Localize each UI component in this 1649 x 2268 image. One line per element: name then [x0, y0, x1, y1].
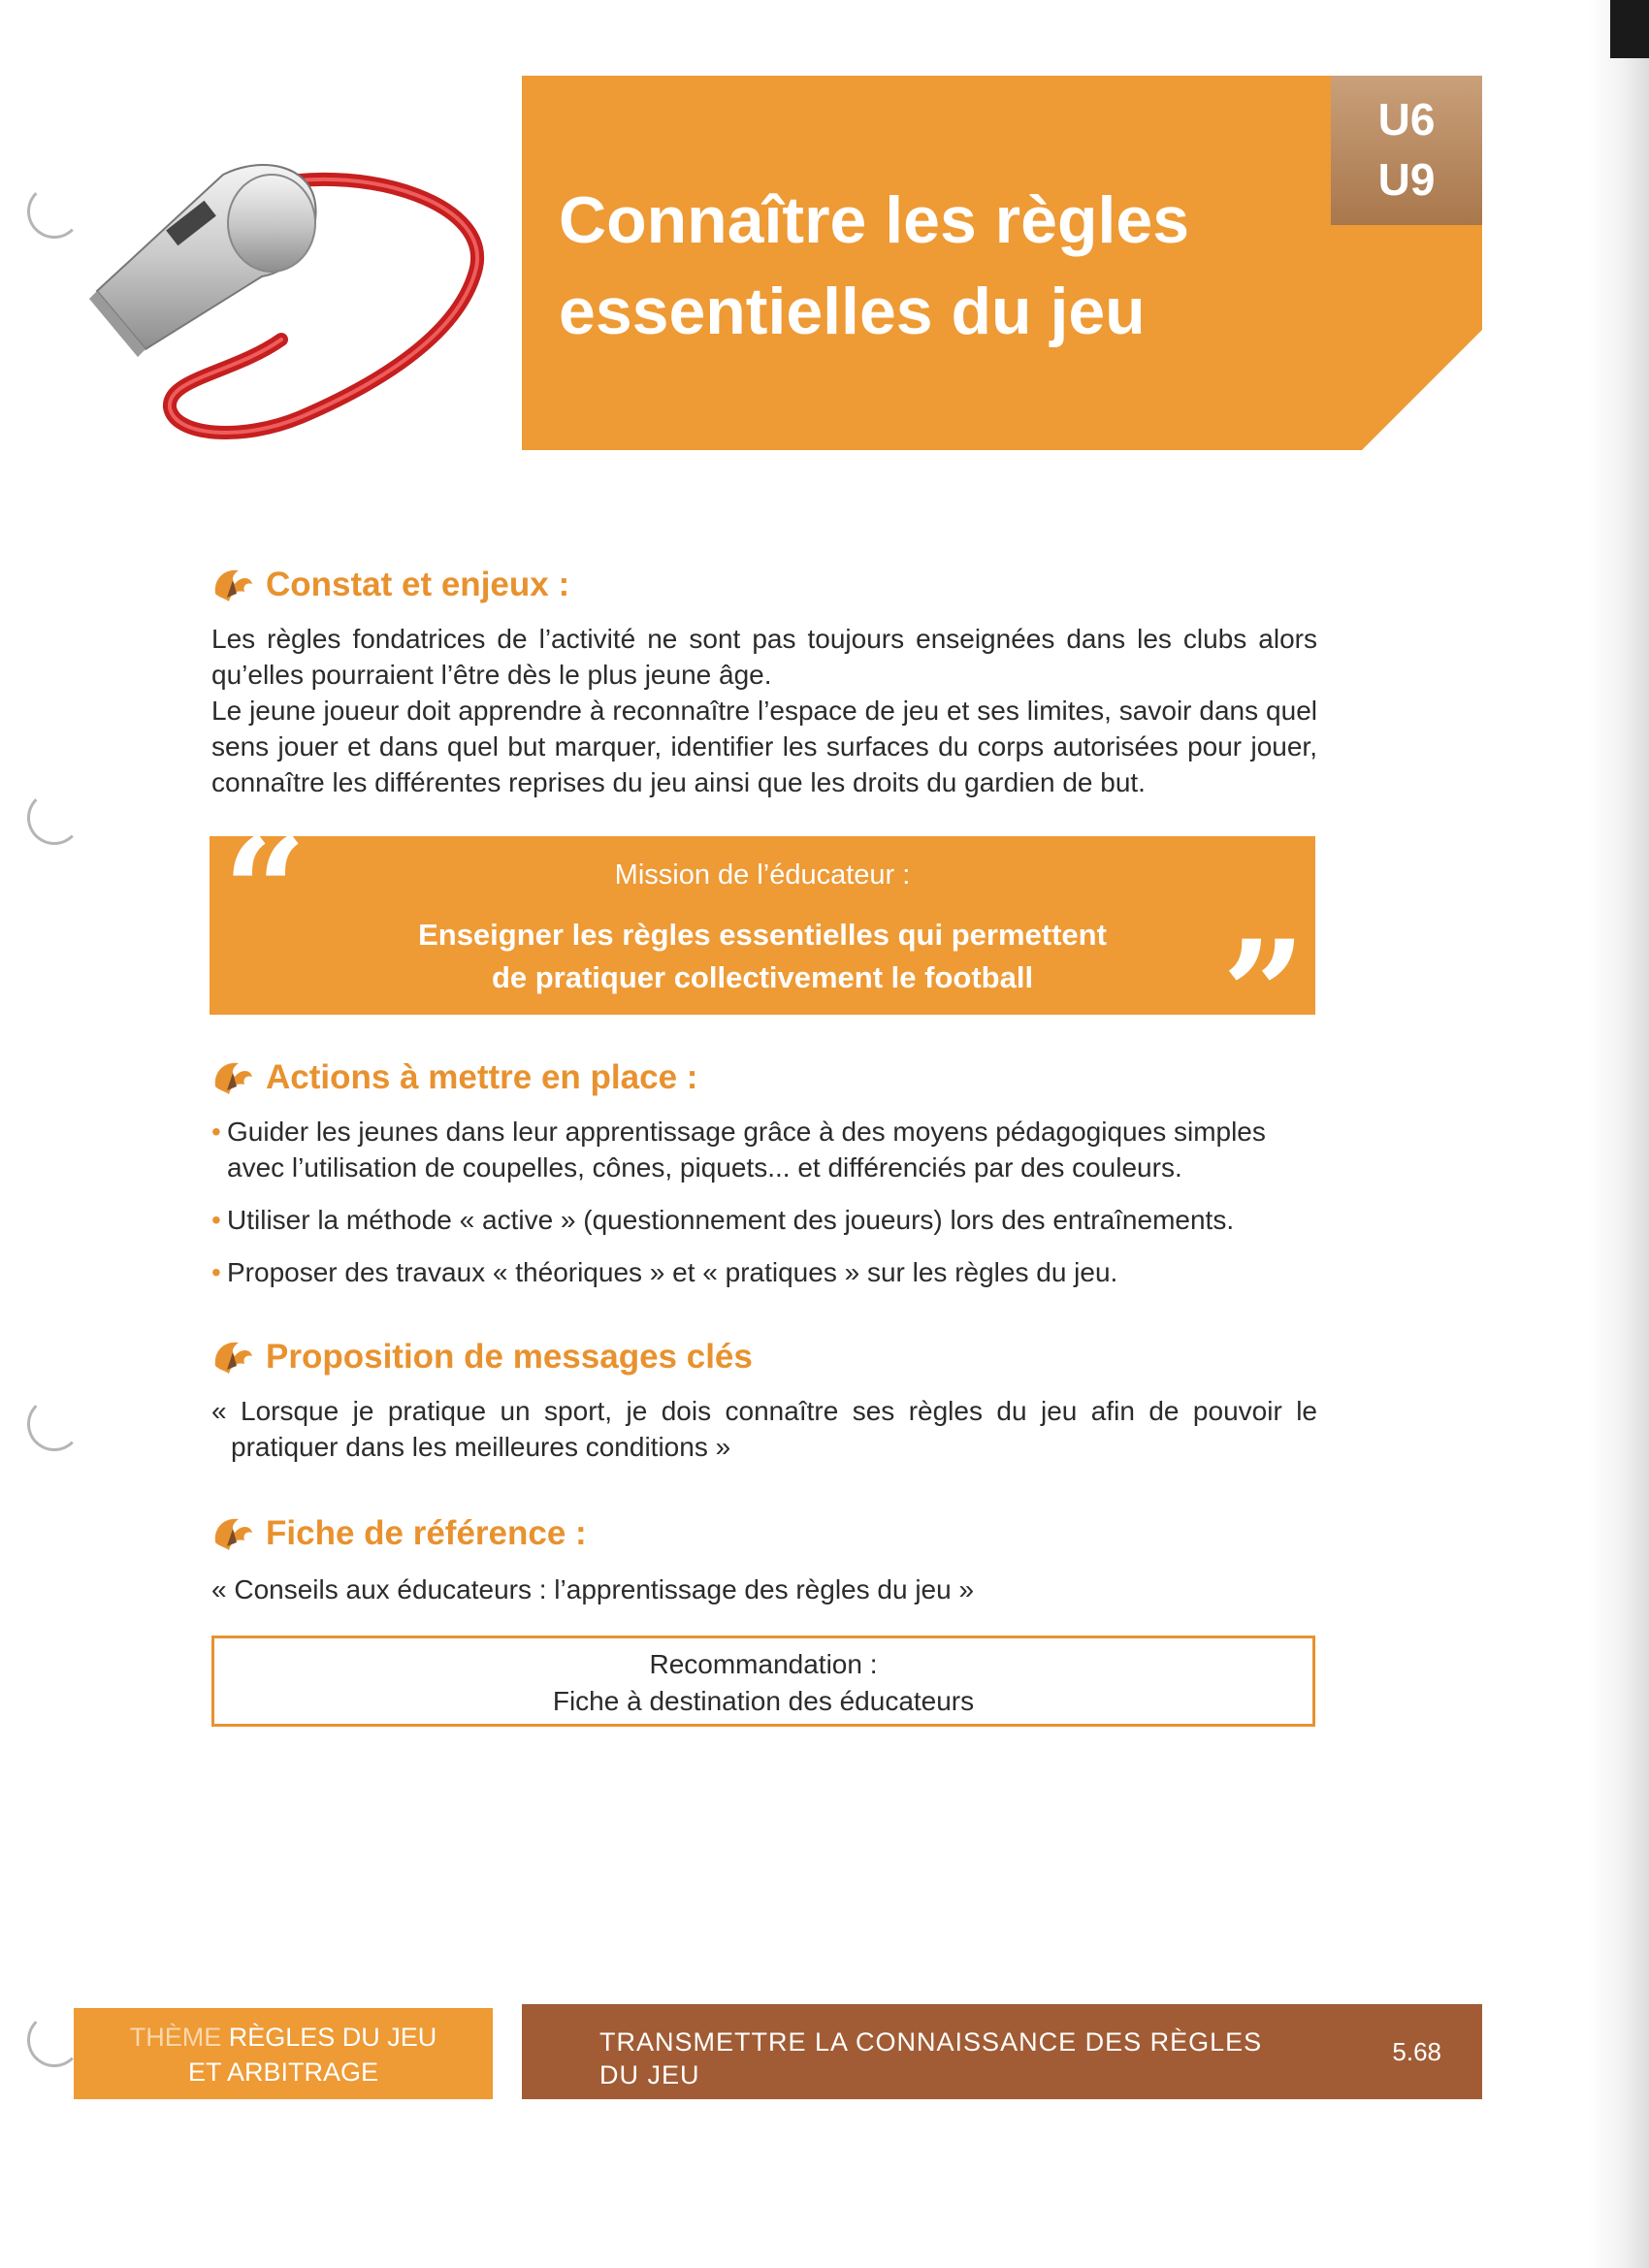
- scan-edge: [1589, 0, 1649, 2268]
- footer-theme-line-2: ET ARBITRAGE: [187, 2057, 379, 2087]
- bullet-icon: •: [211, 1205, 221, 1235]
- punch-hole: [27, 184, 81, 239]
- heading-text: Actions à mettre en place :: [266, 1058, 698, 1096]
- section-heading-constat: [211, 565, 569, 605]
- heading-text: Constat et enjeux :: [266, 566, 570, 603]
- footer-theme: [74, 2008, 493, 2099]
- age-bottom: U9: [1377, 154, 1436, 205]
- age-badge: [1331, 76, 1482, 225]
- open-quote-icon: “: [223, 806, 307, 977]
- section-heading-messages: [211, 1337, 753, 1377]
- list-item-text: Guider les jeunes dans leur apprentissage grâce à des moyens pédagogiques simples avec l’utilisation de coupelles, cônes, piquets... et différenciés par des couleurs.: [227, 1117, 1266, 1183]
- rooster-icon: [211, 1513, 256, 1554]
- actions-list: [211, 1114, 1327, 1307]
- list-item: [211, 1254, 1327, 1290]
- page-title: [559, 175, 1296, 357]
- scan-corner: [1610, 0, 1649, 58]
- footer-banner: [522, 2004, 1482, 2099]
- bullet-icon: •: [211, 1117, 221, 1147]
- footer-theme-line-1: [74, 2020, 493, 2055]
- key-message: [211, 1393, 1317, 1465]
- punch-hole: [27, 1397, 81, 1451]
- list-item: [211, 1202, 1327, 1238]
- mission-label: Mission de l’éducateur :: [614, 859, 911, 891]
- mission-statement: [210, 914, 1315, 999]
- recommendation-label: Recommandation :: [649, 1649, 878, 1679]
- list-item-text: Proposer des travaux « théoriques » et « pratiques » sur les règles du jeu.: [227, 1257, 1118, 1287]
- section-heading-actions: [211, 1057, 697, 1098]
- close-quote-icon: ”: [1221, 909, 1306, 1080]
- mission-line-2: de pratiquer collectivement le football: [491, 960, 1034, 994]
- title-line-1: Connaître les règles: [559, 183, 1190, 257]
- key-message-text: « Lorsque je pratique un sport, je dois connaître ses règles du jeu afin de pouvoir le pratiquer dans les meilleures conditions »: [211, 1396, 1317, 1462]
- theme-prefix: THÈME: [129, 2023, 229, 2052]
- rooster-icon: [211, 1337, 256, 1377]
- recommendation-target: Fiche à destination des éducateurs: [552, 1686, 975, 1716]
- page-number: 5.68: [1392, 2037, 1441, 2066]
- heading-text: Proposition de messages clés: [266, 1338, 753, 1376]
- age-top: U6: [1377, 94, 1436, 145]
- mission-line-1: Enseigner les règles essentielles qui permettent: [418, 918, 1107, 952]
- footer-banner-text: TRANSMETTRE LA CONNAISSANCE DES RÈGLES DU JEU: [599, 2027, 1263, 2090]
- theme-name: RÈGLES DU JEU: [228, 2023, 437, 2052]
- recommendation-box: [211, 1636, 1315, 1727]
- whistle-icon: [78, 146, 495, 456]
- list-item-text: Utiliser la méthode « active » (questionnement des joueurs) lors des entraînements.: [227, 1205, 1235, 1235]
- constat-paragraph-2: Le jeune joueur doit apprendre à reconnaître l’espace de jeu et ses limites, savoir dans quel sens jouer et dans quel but marquer, identifier les surfaces du corps autorisées pour jouer, connaître les différentes reprises du jeu ainsi que les droits du gardien de but.: [211, 696, 1317, 797]
- constat-paragraph-1: Les règles fondatrices de l’activité ne sont pas toujours enseignées dans les clubs alors qu’elles pourraient l’être dès le plus jeune âge.: [211, 624, 1317, 690]
- heading-text: Fiche de référence :: [266, 1514, 587, 1552]
- list-item: [211, 1114, 1327, 1185]
- bullet-icon: •: [211, 1257, 221, 1287]
- constat-body: [211, 621, 1317, 800]
- rooster-icon: [211, 1057, 256, 1098]
- section-heading-reference: [211, 1513, 587, 1554]
- reference-text: « Conseils aux éducateurs : l’apprentissage des règles du jeu »: [211, 1574, 975, 1604]
- title-line-2: essentielles du jeu: [559, 275, 1146, 348]
- punch-hole: [27, 791, 81, 845]
- rooster-icon: [211, 565, 256, 605]
